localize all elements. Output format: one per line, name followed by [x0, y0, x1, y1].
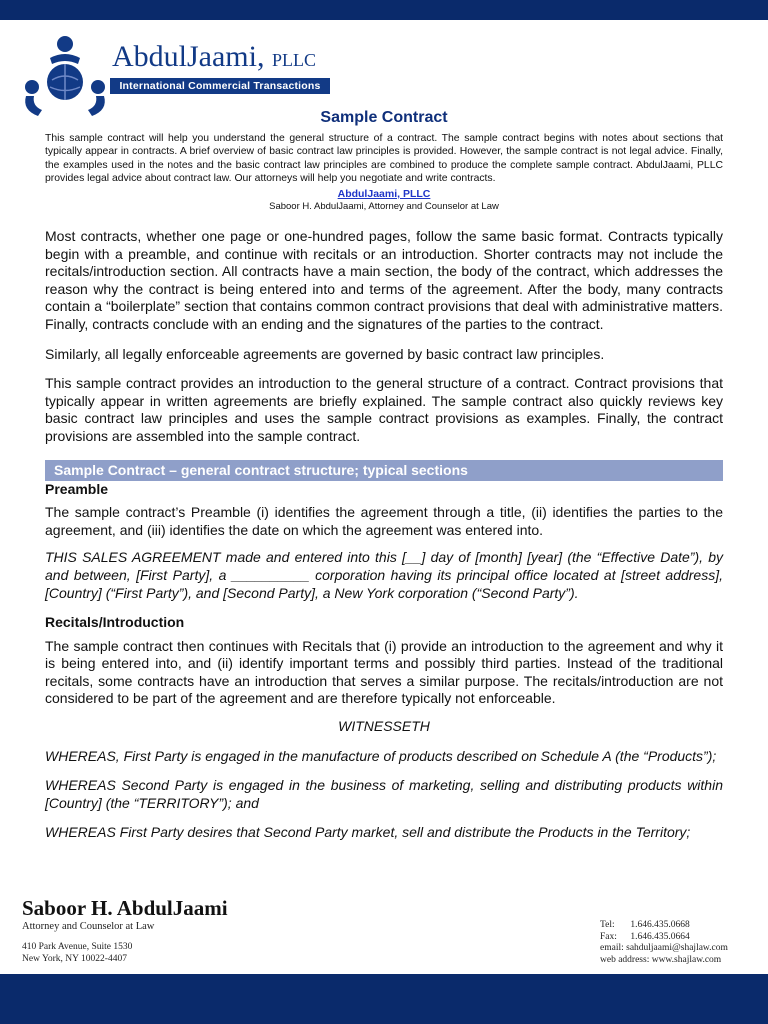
footer-attorney-role: Attorney and Counselor at Law — [22, 921, 155, 932]
body-paragraph-2: Similarly, all legally enforceable agreements are governed by basic contract law principles. — [45, 345, 605, 362]
whereas-clause-2: WHEREAS Second Party is engaged in the business of marketing, selling and distributing products within [Country] (the “TERRITORY”); and — [45, 777, 723, 811]
whereas-clause-1: WHEREAS, First Party is engaged in the manufacture of products described on Schedule A (the “Products”); — [45, 747, 717, 764]
recitals-text: The sample contract then continues with Recitals that (i) provide an introduction to the agreement and why it is being entered into, and (ii) identify important terms and possibly third parties. Instead of the traditional recitals, some contracts have an introduction that serves a similar purpose. The recitals/introduction are not considered to be part of the agreement and are therefore typically not enforceable. — [45, 637, 723, 707]
footer-tel — [600, 920, 728, 932]
footer-attorney-name: Saboor H. AbdulJaami — [22, 896, 228, 920]
footer-address — [22, 941, 132, 965]
document-title: Sample Contract — [320, 109, 448, 126]
section-header-bar: Sample Contract – general contract structure; typical sections — [45, 460, 723, 481]
brand-name-main: AbdulJaami, — [112, 40, 265, 73]
fax-label: Fax: — [600, 931, 617, 942]
tel-value: 1.646.435.0668 — [630, 920, 690, 930]
preamble-text: The sample contract’s Preamble (i) identifies the agreement through a title, (ii) identifies the parties to the agreement, and (iii) identifies the date on which the agreement was entered into. — [45, 504, 723, 538]
firm-subtitle: Saboor H. AbdulJaami, Attorney and Counselor at Law — [269, 201, 499, 212]
recitals-heading: Recitals/Introduction — [45, 614, 185, 631]
body-paragraph-1: Most contracts, whether one page or one-hundred pages, follow the same basic format. Contracts typically begin with a preamble, and continue with recitals or an introduction. Shorter contracts may not include the recitals/introduction section. All contracts have a main section, the body of the contract, which addresses the reason why the contract is being entered into and terms of the agreement. After the body, many contracts contain a “boilerplate” section that contains common contract provisions that deal with administrative matters. Finally, contracts conclude with an ending and the signatures of the parties to the contract. — [45, 228, 723, 332]
top-color-band — [0, 0, 768, 20]
bottom-color-band — [0, 974, 768, 1024]
brand-name — [112, 40, 316, 77]
firm-link[interactable]: AbdulJaami, PLLC — [337, 188, 431, 200]
footer-contact — [600, 920, 728, 966]
footer-address-line-2: New York, NY 10022-4407 — [22, 954, 127, 964]
body-paragraph-3: This sample contract provides an introduction to the general structure of a contract. Contract provisions that typically appear in written agreements are briefly explained. The sample contract also quickly reviews key basic contract law principles and uses the sample contract provisions as examples. Finally, the contract provisions are assembled into the sample contract. — [45, 375, 723, 444]
intro-paragraph: This sample contract will help you understand the general structure of a contract. The sample contract begins with notes about sections that typically appear in contracts. A brief overview of basic contract law principles is provided. However, the sample contract is not legal advice. Finally, the examples used in the notes and the basic contract law principles are combined to produce the complete sample contract. AbdulJaami, PLLC provides legal advice about contract law. Our attorneys will help you negotiate and write contracts. — [45, 133, 723, 184]
fax-value: 1.646.435.0664 — [630, 931, 690, 942]
whereas-clause-3: WHEREAS First Party desires that Second Party market, sell and distribute the Products in the Territory; — [45, 824, 691, 841]
footer-fax — [600, 932, 728, 944]
brand-tagline: International Commercial Transactions — [110, 78, 330, 94]
main-body — [45, 228, 723, 854]
witnesseth-label: WITNESSETH — [338, 718, 430, 735]
preamble-heading: Preamble — [45, 480, 109, 497]
footer-address-line-1: 410 Park Avenue, Suite 1530 — [22, 942, 133, 952]
tel-label: Tel: — [600, 920, 615, 930]
footer-email[interactable]: email: sahduljaami@shajlaw.com — [600, 943, 728, 953]
brand-suffix: PLLC — [271, 50, 316, 70]
preamble-example: THIS SALES AGREEMENT made and entered into this [__] day of [month] [year] (the “Effective Date”), by and between, [First Party], a __________ corporation having its principal office located at [street address], [Country] (“First Party”), and [Second Party], a New York corporation (“Second Party”). — [45, 549, 723, 601]
footer-web[interactable]: web address: www.shajlaw.com — [600, 954, 722, 965]
